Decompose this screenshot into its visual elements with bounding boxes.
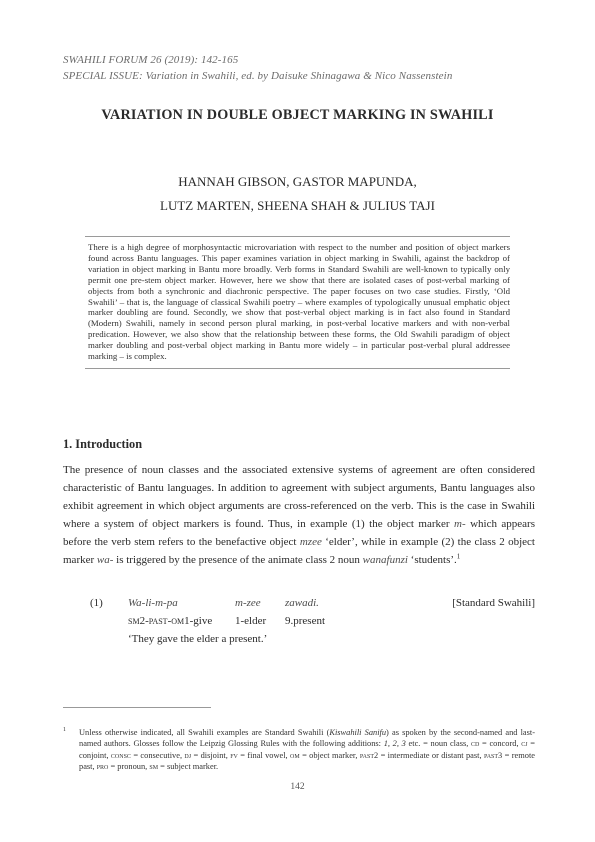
footnote-reference[interactable]: 1 — [456, 552, 461, 561]
author-list — [0, 170, 595, 218]
page-number: 142 — [290, 782, 305, 792]
example-number: (1) — [90, 597, 103, 609]
intro-text: which appears before the verb stem refers to the benefactive object — [63, 518, 535, 548]
gloss-word: 9.present — [285, 615, 326, 627]
abstract: There is a high degree of morphosyntactic microvariation with respect to the number and position of object markers found across Bantu languages. This paper examines variation in object marking in Swahili, against the backdrop of variation in object marking in Bantu more broadly. Verb forms in Standard Swahili are well-known to typically only permit one pre-stem object marker. However, here we show that there are isolated cases of post-verbal marking of objects from both a synchronic and diachronic perspective. The paper focuses on two case studies. Firstly, ‘Old Swahili’ – that is, the language of classical Swahili poetry – where examples of typologically unusual emphatic object marker doubling are found. Secondly, we show that post-verbal object marking is in fact also found in Standard (Modern) Swahili, namely in second person plural marking, in post-verbal locative markers and with non-verbal predication. However, we also show that the relationship between these forms, the Old Swahili paradigm of object marker doubling and post-verbal object marking in Bantu more widely – in particular post-verbal plural addressee marking – is complex. — [85, 236, 510, 369]
footnote-text: Unless otherwise indicated, all Swahili examples are Standard Swahili (Kiswahili Sanifu) as spoken by the second-named and last-named authors. Glosses follow the Leipzig Glossing Rules with the following additions: 1, 2, 3 etc. = noun class, cd = concord, cj = conjoint, consc = consecutive, dj = disjoint, fv = final vowel, om = object marker, past2 = intermediate or distant past, past3 = remote past, pro = pronoun, sm = subject marker. — [79, 728, 536, 771]
intro-paragraph — [63, 461, 535, 569]
object-marker-term: wa- — [96, 554, 114, 566]
swahili-term: mzee — [299, 536, 322, 548]
footnote-mark: 1 — [63, 727, 66, 733]
intro-text: The presence of noun classes and the associated extensive systems of agreement are often considered characteristic of Bantu languages. In addition to agreement with subject arguments, Bantu languages also exhibit agreement in which object arguments are cross-referenced on the verb. This is the case in Swahili where a system of object markers is found. Thus, in example (1) the object marker — [63, 464, 535, 530]
footnote — [63, 727, 535, 772]
paper-title: VARIATION IN DOUBLE OBJECT MARKING IN SWAHILI — [101, 107, 494, 123]
authors-line-1: HANNAH GIBSON, GASTOR MAPUNDA, — [178, 174, 417, 189]
example-words — [128, 597, 319, 609]
section-heading: 1. Introduction — [63, 437, 143, 451]
swahili-term: wanafunzi — [362, 554, 408, 566]
intro-text: ‘students’. — [407, 554, 457, 566]
intro-text: is triggered by the presence of the animate class 2 noun — [113, 554, 363, 566]
gloss-word: 1-elder — [235, 615, 267, 627]
example-source: [Standard Swahili] — [452, 597, 535, 609]
journal-citation: SWAHILI FORUM 26 (2019): 142-165 — [63, 54, 239, 66]
special-issue-line: SPECIAL ISSUE: Variation in Swahili, ed. by Daisuke Shinagawa & Nico Nassenstein — [63, 70, 453, 82]
footnote-divider — [63, 707, 211, 708]
example-word: zawadi. — [285, 597, 319, 609]
object-marker-term: m- — [454, 518, 466, 530]
gloss-word: sm2-past-om1-give — [128, 615, 213, 627]
example-word: Wa-li-m-pa — [128, 597, 178, 609]
authors-line-2: LUTZ MARTEN, SHEENA SHAH & JULIUS TAJI — [160, 198, 435, 213]
journal-header — [63, 52, 452, 84]
example-word: m-zee — [235, 597, 261, 609]
example-gloss — [128, 615, 325, 627]
intro-text: ‘elder’, while in example (2) the class 2 object marker — [63, 536, 535, 566]
example-translation: ‘They gave the elder a present.’ — [128, 633, 268, 645]
